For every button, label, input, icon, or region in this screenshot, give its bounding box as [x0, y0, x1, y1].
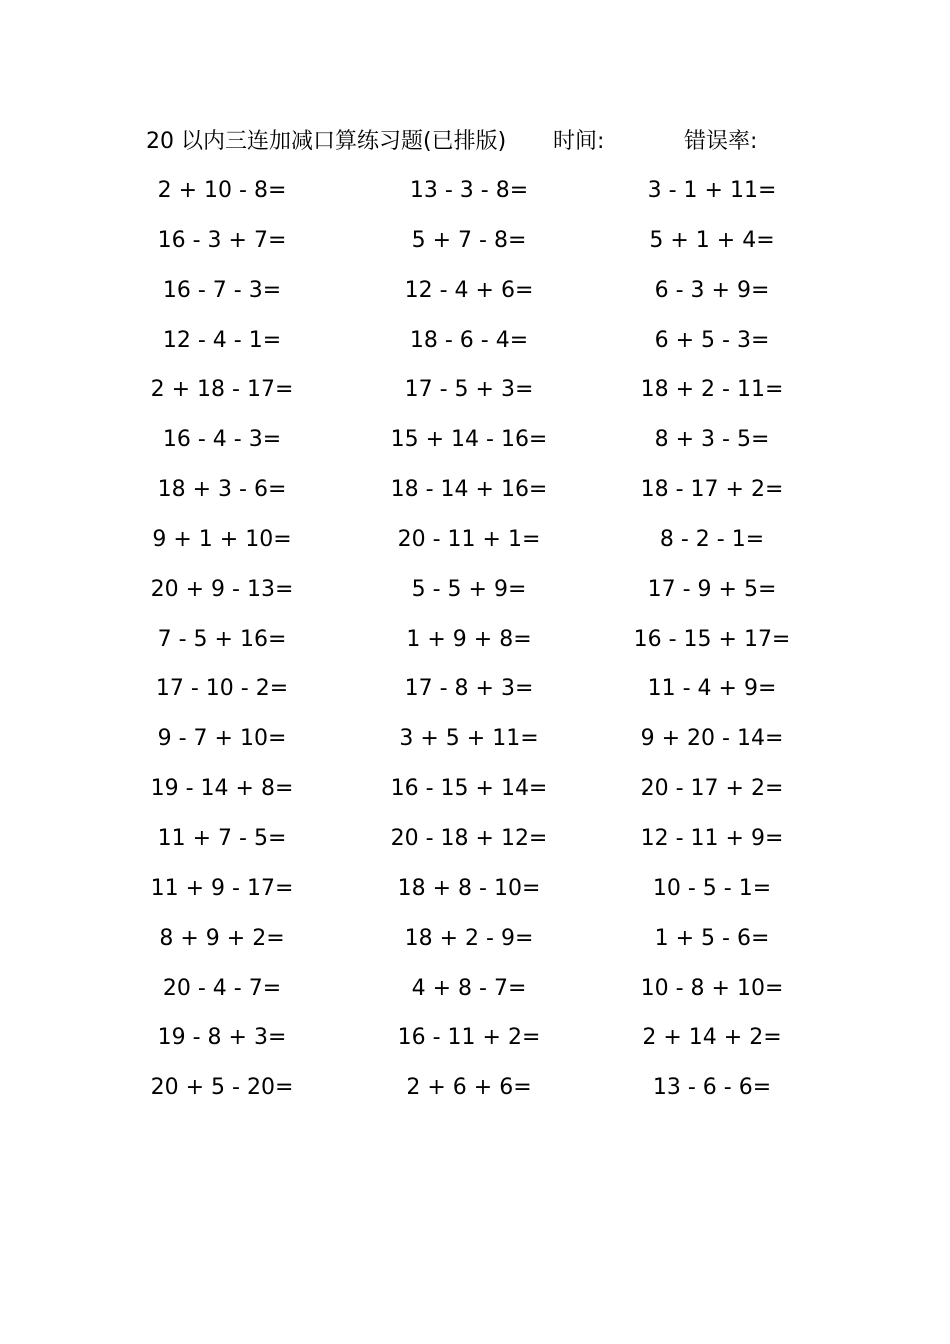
- problem-grid: [0, 170, 950, 1117]
- problem-row: [0, 718, 950, 768]
- problem-row: [0, 170, 950, 220]
- arithmetic-problem: 20 - 17 + 2=: [640, 776, 784, 802]
- arithmetic-problem: 3 - 1 + 11=: [647, 178, 777, 203]
- worksheet-title: 20 以内三连加减口算练习题(已排版): [146, 129, 507, 154]
- arithmetic-problem: 16 - 15 + 17=: [633, 626, 791, 652]
- arithmetic-problem: 20 - 4 - 7=: [162, 975, 282, 1001]
- arithmetic-problem: 1 + 5 - 6=: [654, 925, 770, 951]
- arithmetic-problem: 12 - 11 + 9=: [640, 825, 784, 851]
- arithmetic-problem: 7 - 5 + 16=: [157, 626, 287, 652]
- arithmetic-problem: 15 + 14 - 16=: [390, 427, 548, 453]
- problem-row: [0, 868, 950, 918]
- arithmetic-problem: 17 - 10 - 2=: [155, 676, 289, 702]
- problem-row: [0, 619, 950, 669]
- arithmetic-problem: 18 - 17 + 2=: [640, 477, 784, 503]
- worksheet-header: [0, 124, 950, 160]
- arithmetic-problem: 9 + 20 - 14=: [640, 726, 784, 752]
- arithmetic-problem: 10 - 5 - 1=: [652, 875, 772, 901]
- arithmetic-problem: 18 - 14 + 16=: [390, 477, 548, 503]
- arithmetic-problem: 9 - 7 + 10=: [157, 726, 287, 752]
- arithmetic-problem: 18 - 6 - 4=: [409, 327, 529, 353]
- arithmetic-problem: 5 + 1 + 4=: [649, 227, 775, 253]
- problem-row: [0, 270, 950, 320]
- arithmetic-problem: 12 - 4 - 1=: [162, 327, 282, 353]
- arithmetic-problem: 17 - 9 + 5=: [647, 576, 777, 602]
- error-rate-label: 错误率:: [684, 129, 758, 154]
- arithmetic-problem: 6 + 5 - 3=: [654, 327, 770, 353]
- problem-row: [0, 569, 950, 619]
- problem-row: [0, 469, 950, 519]
- arithmetic-problem: 18 + 8 - 10=: [397, 875, 541, 901]
- problem-row: [0, 419, 950, 469]
- arithmetic-problem: 16 - 11 + 2=: [397, 1025, 541, 1051]
- arithmetic-problem: 17 - 8 + 3=: [404, 676, 534, 702]
- arithmetic-problem: 3 + 5 + 11=: [399, 726, 539, 752]
- arithmetic-problem: 11 + 9 - 17=: [150, 875, 294, 901]
- arithmetic-problem: 13 - 6 - 6=: [652, 1075, 772, 1101]
- arithmetic-problem: 5 - 5 + 9=: [411, 576, 527, 602]
- arithmetic-problem: 10 - 8 + 10=: [640, 975, 784, 1001]
- problem-row: [0, 668, 950, 718]
- arithmetic-problem: 2 + 14 + 2=: [642, 1025, 782, 1051]
- arithmetic-problem: 1 + 9 + 8=: [406, 626, 532, 652]
- arithmetic-problem: 9 + 1 + 10=: [152, 526, 292, 552]
- problem-row: [0, 320, 950, 370]
- arithmetic-problem: 20 + 5 - 20=: [150, 1075, 294, 1101]
- arithmetic-problem: 18 + 2 - 11=: [640, 377, 784, 403]
- time-label: 时间:: [553, 129, 605, 154]
- arithmetic-problem: 20 - 11 + 1=: [397, 526, 541, 552]
- arithmetic-problem: 19 - 14 + 8=: [150, 776, 294, 802]
- arithmetic-problem: 2 + 10 - 8=: [157, 178, 287, 203]
- arithmetic-problem: 11 - 4 + 9=: [647, 676, 777, 702]
- problem-row: [0, 918, 950, 968]
- problem-row: [0, 818, 950, 868]
- arithmetic-problem: 20 + 9 - 13=: [150, 576, 294, 602]
- arithmetic-problem: 12 - 4 + 6=: [404, 277, 534, 303]
- arithmetic-problem: 11 + 7 - 5=: [157, 825, 287, 851]
- arithmetic-problem: 16 - 4 - 3=: [162, 427, 282, 453]
- problem-row: [0, 369, 950, 419]
- problem-row: [0, 768, 950, 818]
- arithmetic-problem: 13 - 3 - 8=: [409, 178, 529, 203]
- problem-row: [0, 220, 950, 270]
- arithmetic-problem: 6 - 3 + 9=: [654, 277, 770, 303]
- arithmetic-problem: 2 + 6 + 6=: [406, 1075, 532, 1101]
- arithmetic-problem: 16 - 15 + 14=: [390, 776, 548, 802]
- arithmetic-problem: 16 - 3 + 7=: [157, 227, 287, 253]
- arithmetic-problem: 19 - 8 + 3=: [157, 1025, 287, 1051]
- arithmetic-problem: 16 - 7 - 3=: [162, 277, 282, 303]
- arithmetic-problem: 17 - 5 + 3=: [404, 377, 534, 403]
- problem-row: [0, 1017, 950, 1067]
- arithmetic-problem: 2 + 18 - 17=: [150, 377, 294, 403]
- arithmetic-problem: 8 - 2 - 1=: [659, 526, 765, 552]
- arithmetic-problem: 18 + 2 - 9=: [404, 925, 534, 951]
- problem-row: [0, 968, 950, 1018]
- problem-row: [0, 519, 950, 569]
- problem-row: [0, 1067, 950, 1117]
- arithmetic-problem: 8 + 9 + 2=: [159, 925, 285, 951]
- arithmetic-problem: 18 + 3 - 6=: [157, 477, 287, 503]
- arithmetic-problem: 5 + 7 - 8=: [411, 227, 527, 253]
- arithmetic-problem: 8 + 3 - 5=: [654, 427, 770, 453]
- arithmetic-problem: 20 - 18 + 12=: [390, 825, 548, 851]
- arithmetic-problem: 4 + 8 - 7=: [411, 975, 527, 1001]
